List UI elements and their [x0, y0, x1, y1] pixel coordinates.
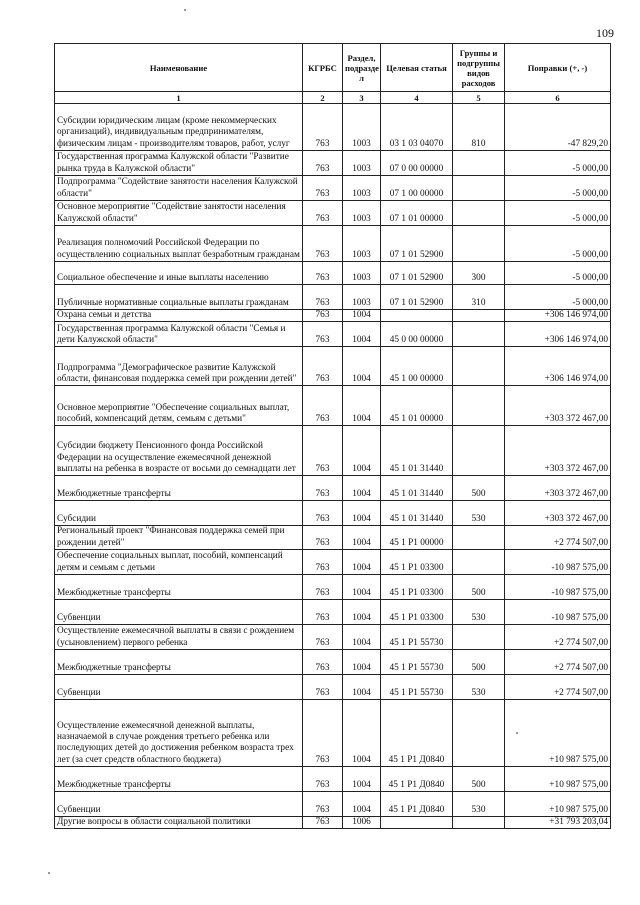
row-group-cell: 530	[453, 674, 505, 699]
row-group-cell	[453, 226, 505, 262]
table-row	[55, 386, 611, 426]
row-group-cell	[453, 526, 505, 550]
row-target-cell: 45 1 P1 00000	[381, 526, 453, 550]
header-target-article: Целевая статья	[381, 44, 453, 92]
row-group-cell	[453, 699, 505, 766]
row-name-cell: Субсидии юридическим лицам (кроме некоммерческих организаций), индивидуальным предпринимателям, физическим лицам - производителям товаров, работ, услуг	[55, 104, 303, 151]
row-amount-cell: +306 146 974,00	[505, 310, 611, 322]
row-group-cell	[453, 347, 505, 386]
row-kgrbs-cell: 763	[303, 426, 343, 476]
row-kgrbs-cell: 763	[303, 226, 343, 262]
header-amendment: Поправки (+, -)	[505, 44, 611, 92]
row-kgrbs-cell: 763	[303, 176, 343, 201]
row-name-cell: Охрана семьи и детства	[55, 310, 303, 322]
row-amount-cell: +2 774 507,00	[505, 649, 611, 674]
row-section-cell: 1004	[343, 574, 381, 599]
row-group-cell	[453, 322, 505, 347]
row-target-cell: 45 1 P1 Д0840	[381, 791, 453, 816]
row-kgrbs-cell: 763	[303, 526, 343, 550]
row-section-cell: 1004	[343, 310, 381, 322]
table-row	[55, 262, 611, 285]
row-amount-cell: +2 774 507,00	[505, 624, 611, 649]
row-amount-cell: -10 987 575,00	[505, 549, 611, 574]
row-section-cell: 1003	[343, 201, 381, 226]
row-name-cell: Межбюджетные трансферты	[55, 766, 303, 791]
row-section-cell: 1004	[343, 347, 381, 386]
row-name-cell: Государственная программа Калужской области "Семья и дети Калужской области"	[55, 322, 303, 347]
row-section-cell: 1004	[343, 476, 381, 501]
row-group-cell	[453, 310, 505, 322]
row-kgrbs-cell: 763	[303, 574, 343, 599]
row-amount-cell: +10 987 575,00	[505, 766, 611, 791]
table-row	[55, 104, 611, 151]
row-group-cell: 530	[453, 599, 505, 624]
row-target-cell: 45 1 P1 Д0840	[381, 699, 453, 766]
scan-speck	[516, 732, 518, 734]
column-number: 2	[303, 92, 343, 104]
row-section-cell: 1004	[343, 766, 381, 791]
row-group-cell	[453, 816, 505, 828]
row-name-cell: Основное мероприятие "Обеспечение социальных выплат, пособий, компенсаций детям, семьям с детьми"	[55, 386, 303, 426]
table-row	[55, 791, 611, 816]
row-section-cell: 1003	[343, 226, 381, 262]
row-target-cell: 45 1 P1 03300	[381, 574, 453, 599]
row-section-cell: 1004	[343, 791, 381, 816]
row-target-cell: 45 1 P1 03300	[381, 599, 453, 624]
row-amount-cell: +306 146 974,00	[505, 322, 611, 347]
row-name-cell: Межбюджетные трансферты	[55, 574, 303, 599]
scan-speck	[48, 872, 50, 874]
row-section-cell: 1003	[343, 176, 381, 201]
row-target-cell: 07 1 01 52900	[381, 262, 453, 285]
table-row	[55, 151, 611, 176]
column-number: 6	[505, 92, 611, 104]
row-target-cell: 45 1 01 31440	[381, 426, 453, 476]
row-kgrbs-cell: 763	[303, 386, 343, 426]
row-name-cell: Социальное обеспечение и иные выплаты населению	[55, 262, 303, 285]
row-group-cell	[453, 176, 505, 201]
table-row	[55, 526, 611, 550]
row-name-cell: Государственная программа Калужской области "Развитие рынка труда в Калужской области"	[55, 151, 303, 176]
row-kgrbs-cell: 763	[303, 104, 343, 151]
row-group-cell: 310	[453, 285, 505, 310]
row-kgrbs-cell: 763	[303, 791, 343, 816]
table-row	[55, 699, 611, 766]
row-target-cell: 45 1 01 00000	[381, 386, 453, 426]
row-group-cell	[453, 151, 505, 176]
row-target-cell: 07 1 01 52900	[381, 226, 453, 262]
row-target-cell: 45 1 00 00000	[381, 347, 453, 386]
row-section-cell: 1004	[343, 674, 381, 699]
row-target-cell	[381, 816, 453, 828]
table-row	[55, 766, 611, 791]
row-amount-cell: +303 372 467,00	[505, 501, 611, 526]
row-group-cell	[453, 624, 505, 649]
table-row	[55, 322, 611, 347]
row-target-cell: 45 1 P1 55730	[381, 674, 453, 699]
column-number: 1	[55, 92, 303, 104]
row-group-cell: 300	[453, 262, 505, 285]
row-target-cell: 07 1 01 00000	[381, 201, 453, 226]
table-row	[55, 649, 611, 674]
row-section-cell: 1003	[343, 151, 381, 176]
row-kgrbs-cell: 763	[303, 151, 343, 176]
row-name-cell: Обеспечение социальных выплат, пособий, компенсаций детям и семьям с детьми	[55, 549, 303, 574]
table-row	[55, 501, 611, 526]
row-name-cell: Субсидии	[55, 501, 303, 526]
row-group-cell	[453, 549, 505, 574]
row-amount-cell: +303 372 467,00	[505, 476, 611, 501]
row-group-cell: 810	[453, 104, 505, 151]
table-row	[55, 347, 611, 386]
table-row	[55, 285, 611, 310]
row-group-cell: 530	[453, 501, 505, 526]
row-kgrbs-cell: 763	[303, 310, 343, 322]
row-amount-cell: -5 000,00	[505, 262, 611, 285]
row-section-cell: 1003	[343, 262, 381, 285]
row-amount-cell: +303 372 467,00	[505, 386, 611, 426]
row-section-cell: 1003	[343, 285, 381, 310]
table-row	[55, 426, 611, 476]
column-number: 4	[381, 92, 453, 104]
row-group-cell: 500	[453, 574, 505, 599]
row-amount-cell: -47 829,20	[505, 104, 611, 151]
row-target-cell: 45 1 P1 55730	[381, 624, 453, 649]
header-section: Раздел, подразде л	[343, 44, 381, 92]
row-kgrbs-cell: 763	[303, 322, 343, 347]
row-amount-cell: -5 000,00	[505, 176, 611, 201]
row-target-cell: 45 1 P1 55730	[381, 649, 453, 674]
row-target-cell: 07 1 00 00000	[381, 176, 453, 201]
row-kgrbs-cell: 763	[303, 201, 343, 226]
row-amount-cell: -5 000,00	[505, 285, 611, 310]
row-kgrbs-cell: 763	[303, 816, 343, 828]
row-group-cell: 500	[453, 766, 505, 791]
row-amount-cell: +31 793 203,04	[505, 816, 611, 828]
row-name-cell: Публичные нормативные социальные выплаты гражданам	[55, 285, 303, 310]
row-target-cell: 07 1 01 52900	[381, 285, 453, 310]
row-group-cell	[453, 201, 505, 226]
row-amount-cell: +306 146 974,00	[505, 347, 611, 386]
table-row	[55, 549, 611, 574]
row-kgrbs-cell: 763	[303, 501, 343, 526]
row-section-cell: 1004	[343, 526, 381, 550]
row-section-cell: 1004	[343, 699, 381, 766]
row-kgrbs-cell: 763	[303, 347, 343, 386]
row-kgrbs-cell: 763	[303, 649, 343, 674]
row-name-cell: Субвенции	[55, 791, 303, 816]
row-name-cell: Подпрограмма "Демографическое развитие Калужской области, финансовая поддержка семей при рождении детей"	[55, 347, 303, 386]
row-section-cell: 1004	[343, 426, 381, 476]
row-name-cell: Межбюджетные трансферты	[55, 649, 303, 674]
table-body	[55, 104, 611, 829]
row-target-cell	[381, 310, 453, 322]
row-section-cell: 1004	[343, 599, 381, 624]
row-target-cell: 45 1 01 31440	[381, 501, 453, 526]
row-name-cell: Подпрограмма "Содействие занятости населения Калужской области"	[55, 176, 303, 201]
budget-amendments-table	[54, 43, 611, 829]
page-number: 109	[596, 26, 614, 40]
row-kgrbs-cell: 763	[303, 699, 343, 766]
row-kgrbs-cell: 763	[303, 549, 343, 574]
row-target-cell: 45 1 P1 03300	[381, 549, 453, 574]
row-kgrbs-cell: 763	[303, 262, 343, 285]
row-target-cell: 07 0 00 00000	[381, 151, 453, 176]
row-group-cell	[453, 426, 505, 476]
row-section-cell: 1004	[343, 624, 381, 649]
row-group-cell	[453, 386, 505, 426]
row-amount-cell: -10 987 575,00	[505, 574, 611, 599]
column-number-row	[55, 92, 611, 104]
row-amount-cell: -5 000,00	[505, 201, 611, 226]
table-row	[55, 226, 611, 262]
row-name-cell: Другие вопросы в области социальной политики	[55, 816, 303, 828]
row-amount-cell: +10 987 575,00	[505, 791, 611, 816]
header-kgrbs: КГРБС	[303, 44, 343, 92]
column-number: 3	[343, 92, 381, 104]
table-row	[55, 599, 611, 624]
row-amount-cell: -10 987 575,00	[505, 599, 611, 624]
row-kgrbs-cell: 763	[303, 766, 343, 791]
row-amount-cell: +303 372 467,00	[505, 426, 611, 476]
row-kgrbs-cell: 763	[303, 476, 343, 501]
row-name-cell: Субсидии бюджету Пенсионного фонда Российской Федерации на осуществление ежемесячной денежной выплаты на ребенка в возрасте от восьми до семнадцати лет	[55, 426, 303, 476]
row-group-cell: 530	[453, 791, 505, 816]
row-name-cell: Региональный проект "Финансовая поддержка семей при рождении детей"	[55, 526, 303, 550]
row-kgrbs-cell: 763	[303, 624, 343, 649]
row-amount-cell: +2 774 507,00	[505, 674, 611, 699]
row-kgrbs-cell: 763	[303, 599, 343, 624]
row-target-cell: 45 1 P1 Д0840	[381, 766, 453, 791]
table-row	[55, 816, 611, 828]
table-row	[55, 310, 611, 322]
row-name-cell: Основное мероприятие "Содействие занятости населения Калужской области"	[55, 201, 303, 226]
scan-speck	[184, 9, 186, 11]
row-name-cell: Субвенции	[55, 599, 303, 624]
row-section-cell: 1004	[343, 549, 381, 574]
row-name-cell: Осуществление ежемесячной выплаты в связи с рождением (усыновлением) первого ребенка	[55, 624, 303, 649]
table-row	[55, 176, 611, 201]
row-target-cell: 45 1 01 31440	[381, 476, 453, 501]
row-group-cell: 500	[453, 649, 505, 674]
row-amount-cell: -5 000,00	[505, 151, 611, 176]
table-row	[55, 674, 611, 699]
row-target-cell: 03 1 03 04070	[381, 104, 453, 151]
row-kgrbs-cell: 763	[303, 674, 343, 699]
table-header-row	[55, 44, 611, 92]
table-row	[55, 574, 611, 599]
row-section-cell: 1004	[343, 649, 381, 674]
row-amount-cell: -5 000,00	[505, 226, 611, 262]
row-target-cell: 45 0 00 00000	[381, 322, 453, 347]
table-row	[55, 201, 611, 226]
row-name-cell: Осуществление ежемесячной денежной выплаты, назначаемой в случае рождения третьего ребенка или последующих детей до достижения ребенком возраста трех лет (за счет средств областного бюджета)	[55, 699, 303, 766]
row-amount-cell: +10 987 575,00	[505, 699, 611, 766]
row-section-cell: 1003	[343, 104, 381, 151]
row-amount-cell: +2 774 507,00	[505, 526, 611, 550]
row-section-cell: 1006	[343, 816, 381, 828]
table-row	[55, 624, 611, 649]
header-expense-group: Группы и подгруппы видов расходов	[453, 44, 505, 92]
row-section-cell: 1004	[343, 501, 381, 526]
header-name: Наименование	[55, 44, 303, 92]
table-row	[55, 476, 611, 501]
row-name-cell: Субвенции	[55, 674, 303, 699]
row-kgrbs-cell: 763	[303, 285, 343, 310]
row-section-cell: 1004	[343, 322, 381, 347]
row-name-cell: Межбюджетные трансферты	[55, 476, 303, 501]
column-number: 5	[453, 92, 505, 104]
row-name-cell: Реализация полномочий Российской Федерации по осуществлению социальных выплат безработным гражданам	[55, 226, 303, 262]
row-group-cell: 500	[453, 476, 505, 501]
row-section-cell: 1004	[343, 386, 381, 426]
